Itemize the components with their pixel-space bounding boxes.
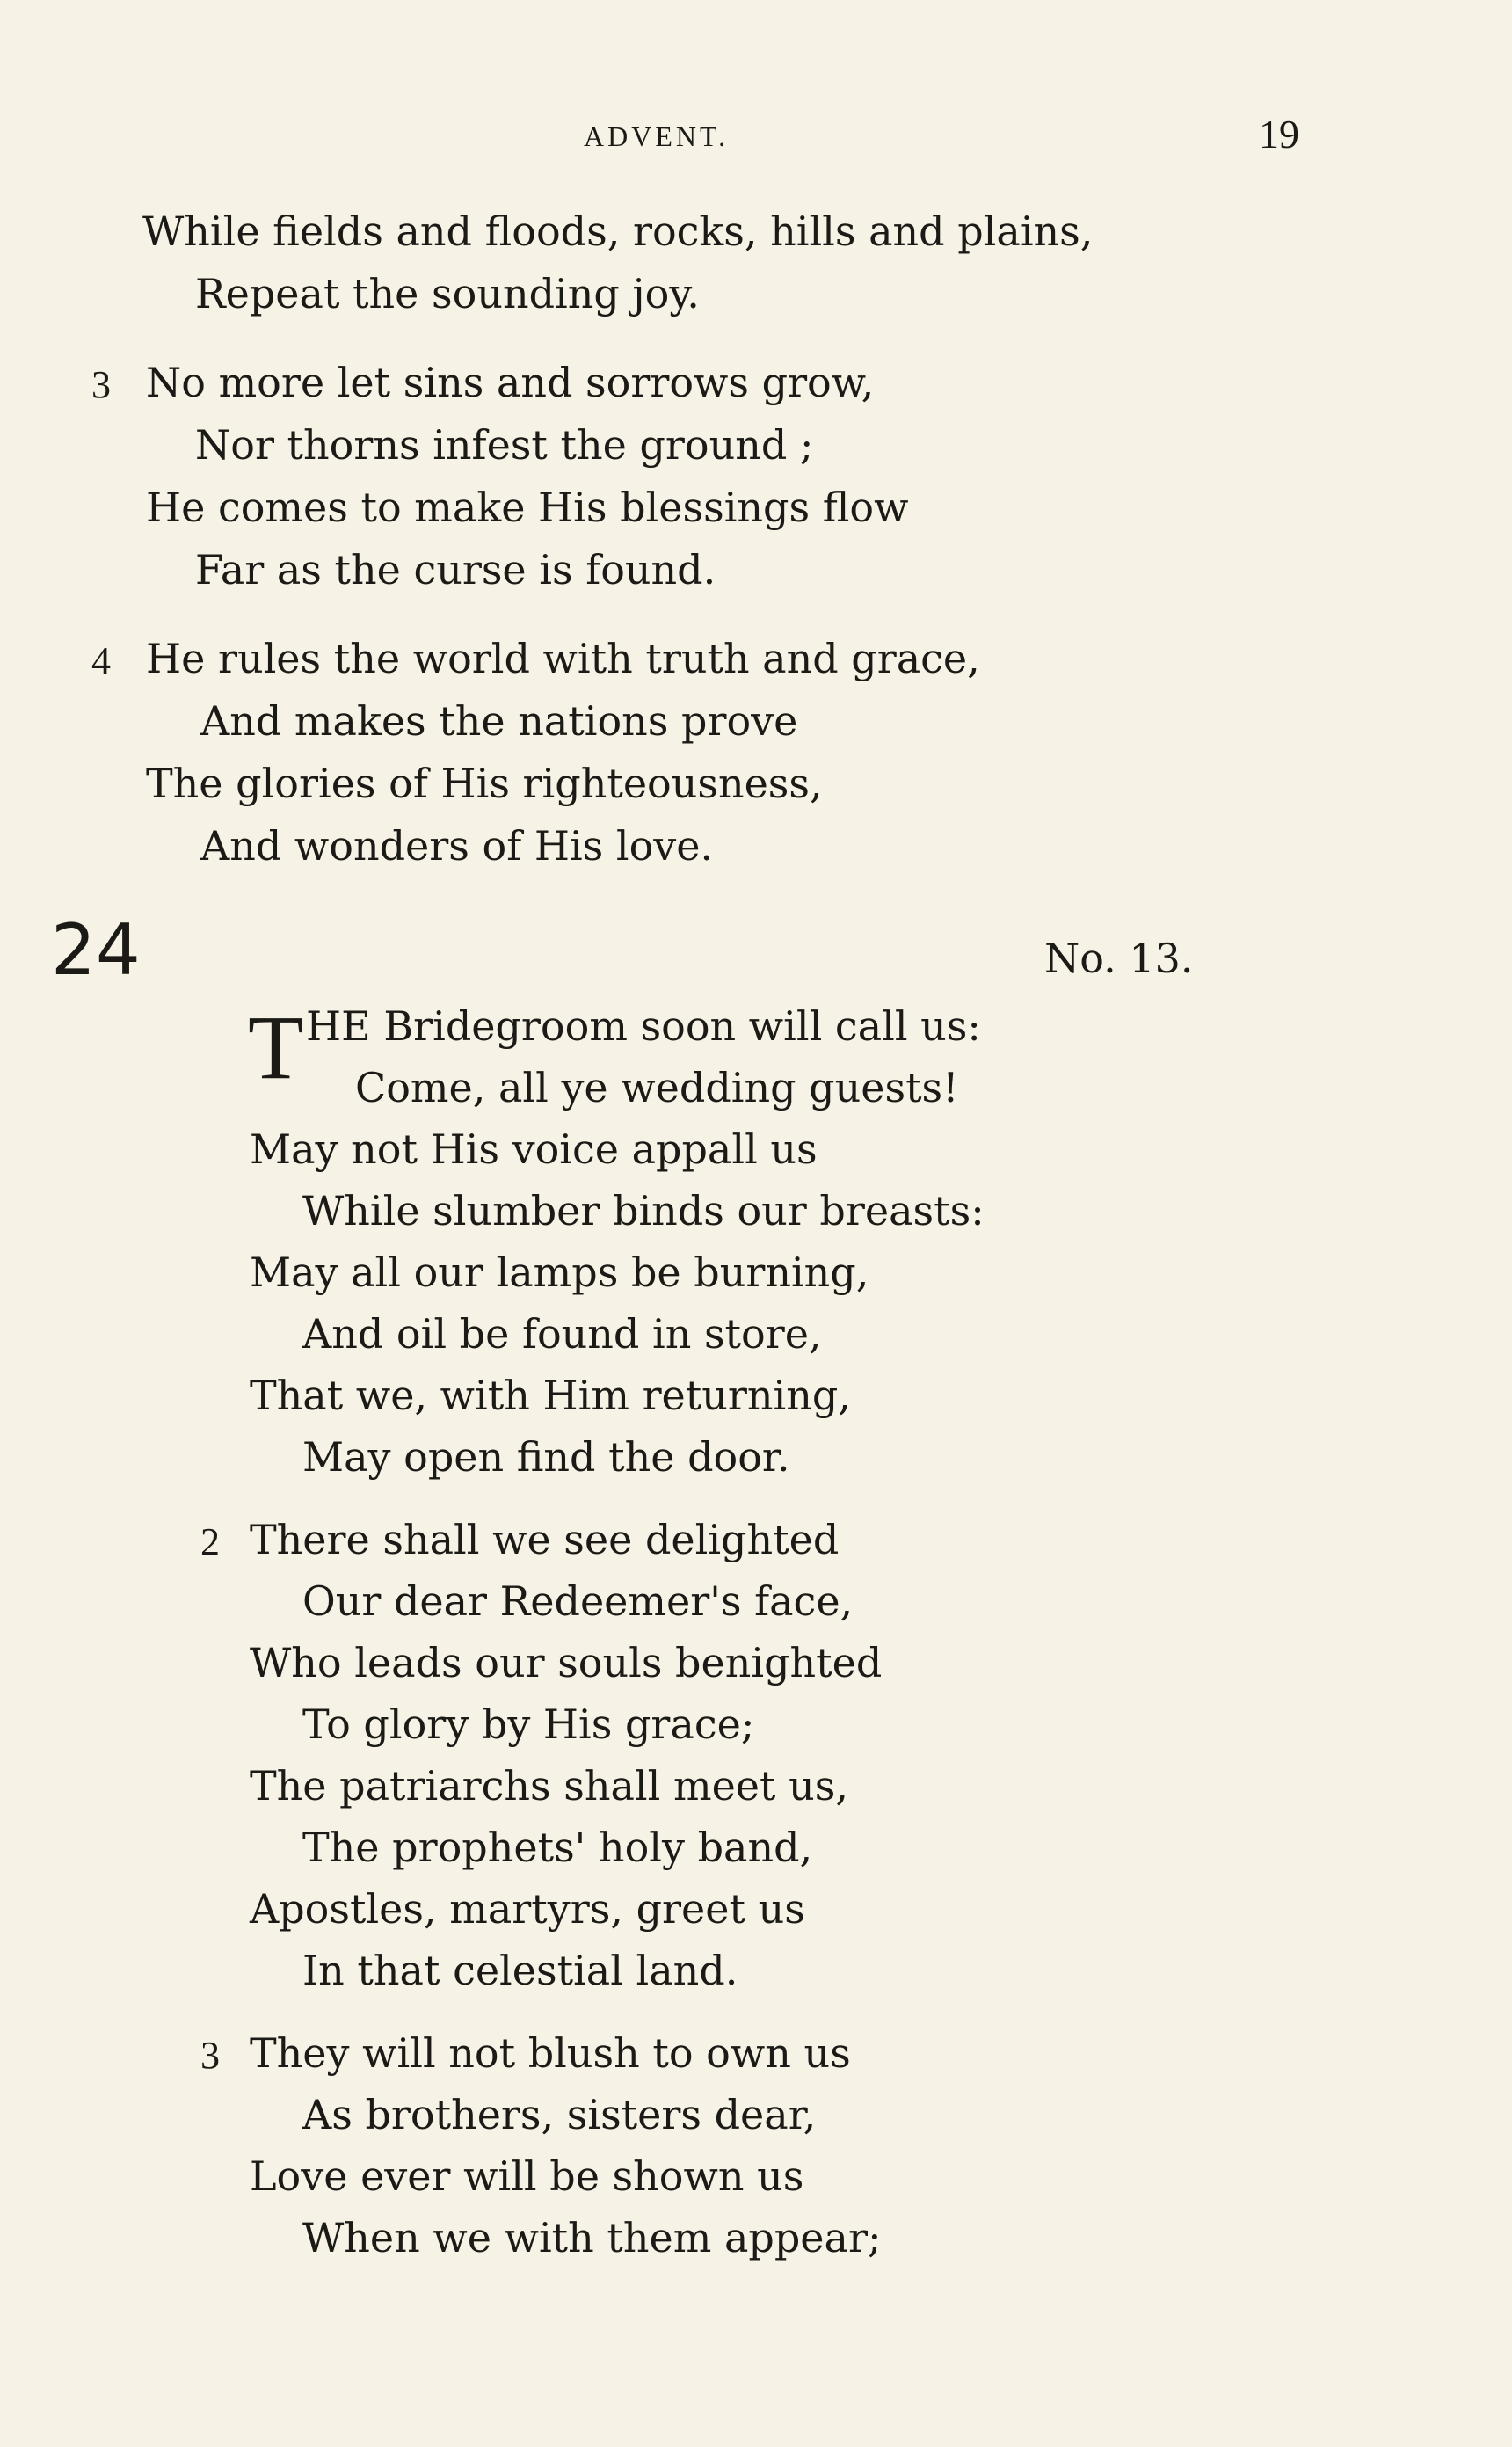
- stanza-number: 2: [200, 1520, 220, 1563]
- verse-line: Love ever will be shown us: [250, 2152, 804, 2200]
- verse-line: To glory by His grace;: [302, 1701, 755, 1748]
- verse-line: Repeat the sounding joy.: [195, 270, 700, 317]
- verse-line: The prophets' holy band,: [302, 1824, 813, 1871]
- verse-line: The patriarchs shall meet us,: [250, 1762, 848, 1810]
- verse-line: There shall we see delighted: [250, 1516, 840, 1563]
- verse-line: When we with them appear;: [302, 2214, 882, 2261]
- verse-line: Far as the curse is found.: [195, 546, 716, 594]
- page-number: 19: [1259, 112, 1299, 157]
- verse-line: Our dear Redeemer's face,: [302, 1577, 854, 1625]
- verse-line: And makes the nations prove: [200, 697, 798, 745]
- verse-line: In that celestial land.: [302, 1947, 738, 1994]
- tune-reference: No. 13.: [1044, 935, 1194, 982]
- verse-line: Apostles, martyrs, greet us: [250, 1885, 805, 1933]
- stanza-number: 3: [91, 363, 111, 406]
- verse-line: Nor thorns infest the ground ;: [195, 421, 814, 469]
- verse-line: The glories of His righteousness,: [146, 760, 823, 807]
- verse-line: Come, all ye wedding guests!: [355, 1064, 959, 1111]
- verse-line: He comes to make His blessings flow: [146, 484, 909, 531]
- verse-line: May not His voice appall us: [250, 1125, 818, 1173]
- verse-line: While slumber binds our breasts:: [302, 1187, 985, 1234]
- verse-line: No more let sins and sorrows grow,: [146, 359, 875, 406]
- verse-line: That we, with Him returning,: [250, 1372, 851, 1419]
- verse-line: While fields and floods, rocks, hills and plains,: [142, 208, 1094, 255]
- verse-line: They will not blush to own us: [250, 2029, 851, 2077]
- verse-line: Who leads our souls benighted: [250, 1639, 883, 1686]
- verse-line: May all our lamps be burning,: [250, 1249, 869, 1296]
- verse-line: And oil be found in store,: [302, 1310, 822, 1358]
- drop-cap: T: [248, 997, 304, 1098]
- verse-line: May open find the door.: [302, 1433, 790, 1481]
- running-head: ADVENT.: [584, 120, 730, 152]
- verse-line: He rules the world with truth and grace,: [146, 635, 980, 682]
- stanza-number: 4: [91, 639, 111, 682]
- verse-line: And wonders of His love.: [200, 822, 714, 870]
- verse-line: As brothers, sisters dear,: [302, 2091, 817, 2138]
- verse-line: HE Bridegroom soon will call us:: [306, 1002, 981, 1050]
- hymn-number: 24: [51, 909, 141, 991]
- stanza-number: 3: [200, 2034, 220, 2077]
